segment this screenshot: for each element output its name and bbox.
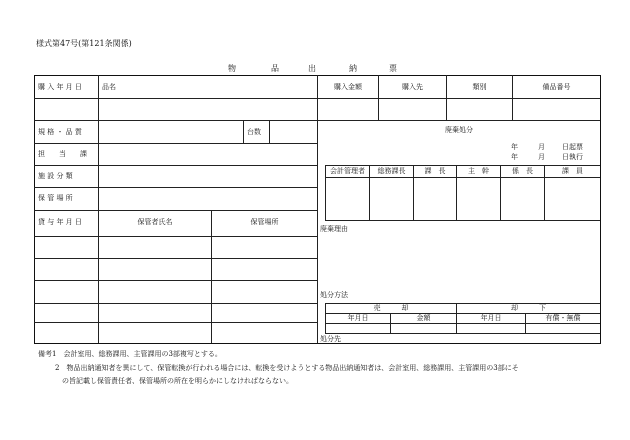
sale-label: 売 却 bbox=[373, 304, 409, 312]
form-reference: 様式第47号(第121条関係) bbox=[36, 39, 132, 48]
paid-free-label: 有償・無償 bbox=[545, 314, 581, 322]
disposal-method-label: 処分方法 bbox=[320, 291, 348, 299]
equipment-number-label: 備品番号 bbox=[542, 83, 571, 91]
exec-year: 年 bbox=[511, 153, 518, 161]
note-2-continued: の旨記載し保管責任者、保管場所の所在を明らかにしなければならない。 bbox=[62, 377, 293, 385]
title-char: 納 bbox=[349, 64, 357, 73]
transfer-date-label: 年月日 bbox=[480, 314, 502, 322]
title-char: 票 bbox=[389, 64, 397, 73]
disposal-destination-label: 処分先 bbox=[320, 335, 341, 343]
vendor-label: 購入先 bbox=[402, 83, 423, 91]
approver-accounting-manager: 会計管理者 bbox=[330, 167, 365, 175]
category-label: 類別 bbox=[472, 83, 487, 91]
department-label: 担 当 課 bbox=[38, 150, 87, 158]
approver-general-affairs-chief: 総務課長 bbox=[377, 167, 406, 175]
title-char: 物 bbox=[228, 64, 236, 73]
quantity-label: 台数 bbox=[247, 128, 261, 136]
custodian-name-label: 保管者氏名 bbox=[137, 218, 173, 226]
issue-month: 月 bbox=[538, 143, 545, 151]
purchase-date-label: 購 入 年 月 日 bbox=[38, 83, 82, 91]
exec-month: 月 bbox=[538, 153, 545, 161]
custodian-place-label: 保管場所 bbox=[250, 218, 279, 226]
storage-place-label: 保 管 場 所 bbox=[38, 194, 73, 202]
approver-subsection-chief: 係 長 bbox=[512, 167, 533, 175]
issue-date-label: 日起票 bbox=[562, 143, 583, 151]
approver-supervisor: 主 幹 bbox=[468, 167, 489, 175]
note-2: 2 物品出納通知者を異にして、保管転換が行われる場合には、転換を受けようとする物品出納通知者は、会計室用、総務課用、主管課用の3部にそ bbox=[55, 364, 519, 372]
note-1: 備考1 会計室用、総務課用、主管課用の3部複写とする。 bbox=[38, 350, 222, 358]
purchase-amount-label: 購入金額 bbox=[334, 83, 362, 91]
sale-date-label: 年月日 bbox=[347, 314, 369, 322]
issue-year: 年 bbox=[511, 143, 518, 151]
disposal-title: 廃棄処分 bbox=[445, 126, 473, 134]
spec-quality-label: 規 格 ・ 品 質 bbox=[38, 128, 82, 136]
item-name-label: 品名 bbox=[102, 83, 116, 91]
title-char: 出 bbox=[308, 64, 316, 73]
approver-staff: 課 員 bbox=[562, 167, 583, 175]
approver-section-chief: 課 長 bbox=[424, 167, 446, 175]
disposal-reason-label: 廃棄理由 bbox=[320, 225, 348, 233]
lend-date-label: 貸 与 年 月 日 bbox=[38, 218, 82, 226]
exec-date-label: 日執行 bbox=[562, 153, 583, 161]
transfer-label: 却 下 bbox=[511, 304, 546, 312]
sale-amount-label: 金額 bbox=[416, 314, 431, 322]
facility-class-label: 施 設 分 類 bbox=[38, 172, 73, 180]
title-char: 品 bbox=[271, 64, 279, 73]
